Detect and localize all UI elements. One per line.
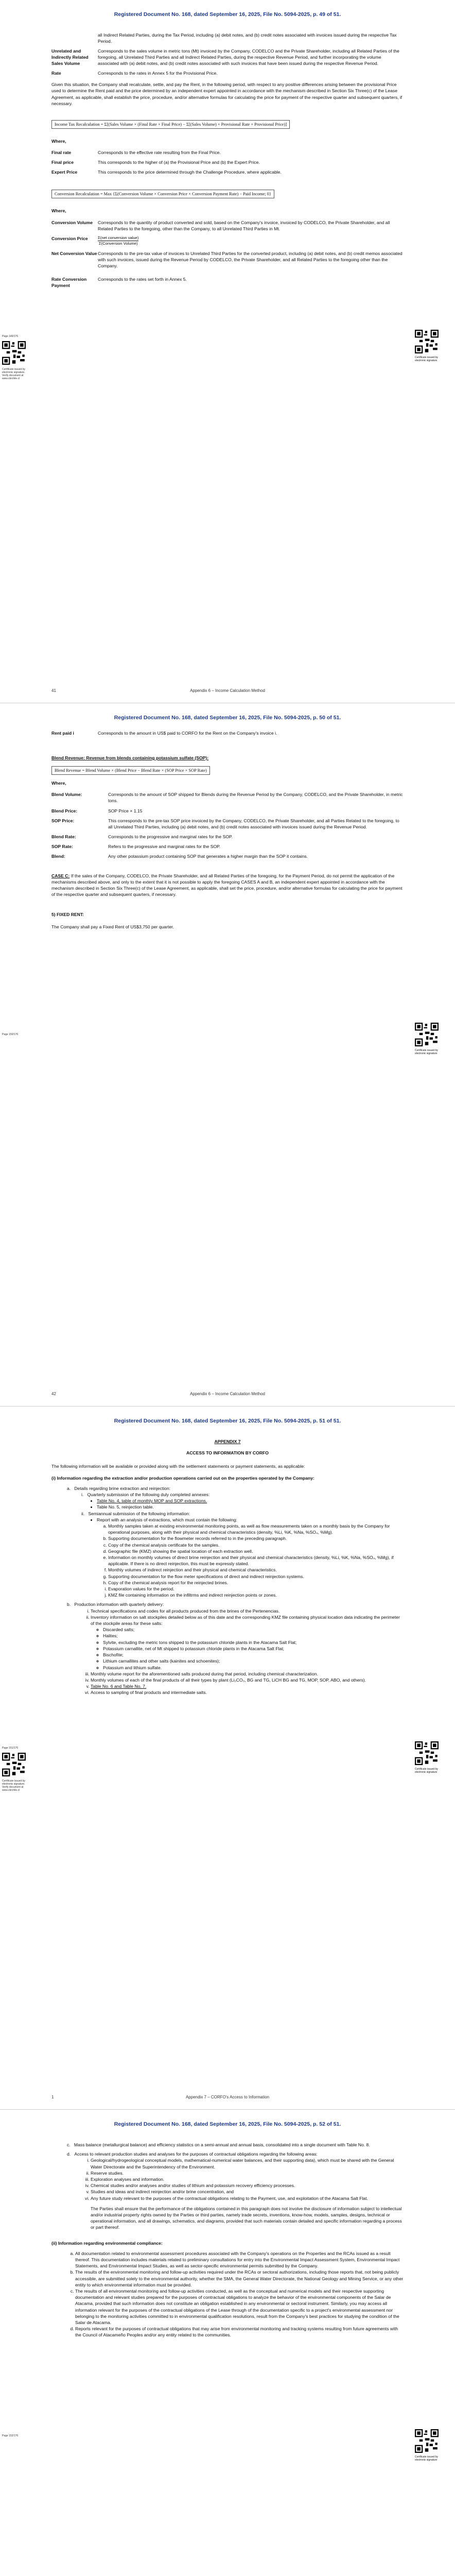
definition-label: Expert Price bbox=[51, 170, 78, 175]
page-number: 41 bbox=[51, 688, 56, 693]
item-list bbox=[51, 2142, 404, 2231]
list-item: v. Table No. 6 and Table No. 7. bbox=[91, 1683, 404, 1689]
definition-label: Final rate bbox=[51, 150, 72, 156]
definition-text: SOP Price × 1.15 bbox=[108, 808, 143, 814]
list-item: c. The results of all environmental monitoring and follow-up activities conducted, as well as the conceptual and numerical models and their respective supporting documentation and relevant studies prepared for the purposes of contractual obligations to analyze the behavior of the environmental components of the Salar de Atacama, provided that such information does not constitute an obligation established in any environmental or sectoral instrument. Similarly, you may access all information relevant for the purposes of the contractual obligations of the Lease through of the documentation specific to a project's environmental assessment nor belonging to the monitoring activities committed to in environmental qualification resolutions, result from the Company's best practices for studying the condition of the Salar de Atacama. bbox=[75, 2288, 404, 2326]
qr-code-icon bbox=[415, 1023, 439, 1046]
definition-label: Unrelated and Indirectly Related Sales Volume bbox=[51, 48, 89, 66]
definition-text: Corresponds to the rates in Annex 5 for the Provisional Price. bbox=[98, 71, 218, 76]
list-item: ii. Reserve studies. bbox=[91, 2170, 404, 2176]
list-item: a. Monthly samples taken at existing environmental monitoring points, as well as flow measurements taken on a monthly basis by the Company for operational purposes, along with their physical and chemical characteristics (density, %Li, %K, %Na, %SO₄, %Mg). bbox=[108, 1523, 404, 1535]
footer-title: Appendix 7 – CORFO's Access to Information bbox=[185, 2095, 270, 2099]
list-item: ◦ Potassium and lithium sulfate. bbox=[103, 1665, 404, 1671]
definition-label: Blend Price: bbox=[51, 808, 78, 814]
qr-stamp-right: Certificate issued by electronic signature bbox=[415, 1741, 439, 1774]
definition-label: Net Conversion Value bbox=[51, 250, 97, 256]
list-item: d. Geographic file (KMZ) showing the spatial location of each extraction well. bbox=[108, 1548, 404, 1554]
section-title: Blend Revenue: Revenue from blends containing potassium sulfate (SOP): bbox=[51, 755, 209, 761]
definition-text: Corresponds to the sales volume in metric tons (Mt) invoiced by the Company, CODELCO and the Private Shareholder, including all Related Parties of the foregoing, all Unrelated Third Parties and all Indirect Related Parties, during the respective Revenue Period, and further incorporating the volume associated with (a) debit notes, and (b) credit notes associated with such invoices that have been issued during the respective Revenue Period. bbox=[98, 48, 399, 66]
list-item: d. Access to relevant production studies and analyses for the purposes of contractual obligations regarding the following areas: bbox=[67, 2151, 318, 2157]
definition-text: This corresponds to the pre-tax SOP price invoiced by the Company, CODELCO, the Private Shareholder, and all Parties Related to the foregoing, to all Unrelated Third Parties, including (a) debit notes, and (b) credit notes associated with invoices issued during the Revenue Period. bbox=[108, 818, 399, 829]
definition-label: Final price bbox=[51, 160, 74, 165]
list-item: ◦ Potassium carnallite, net of Mt shipped to potassium chloride plants in the Atacama Salt Flat; bbox=[103, 1646, 404, 1652]
definition-text: Corresponds to the rates set forth in Annex 5. bbox=[98, 276, 187, 282]
list-item: ii. Semiannual submission of the following information: bbox=[81, 1511, 190, 1516]
where-label: Where, bbox=[51, 208, 66, 214]
appendix-title: APPENDIX 7 bbox=[214, 1439, 241, 1444]
item-list bbox=[51, 2250, 404, 2338]
list-item: • Table No. 5, reinjection table. bbox=[97, 1504, 404, 1510]
list-item: f. Monthly volumes of indirect reinjection and their physical and chemical characteristics. bbox=[108, 1567, 404, 1573]
list-item: ◦ Sylvite, excluding the metric tons shipped to the potassium chloride plants in the Atacama Salt Flat; bbox=[103, 1639, 404, 1646]
side-stamp: Page 151/176 Certificate issued by electronic signature. Verify document at www.cbrchile.cl bbox=[2, 1747, 26, 1792]
list-item: i. Evaporation values for the period. bbox=[108, 1586, 404, 1592]
list-item: vi. Access to sampling of final products and intermediate salts. bbox=[91, 1689, 404, 1696]
qr-code-icon bbox=[415, 2429, 439, 2453]
document-page-2 bbox=[0, 703, 455, 1406]
side-stamp: Page 152/176 bbox=[2, 2434, 19, 2437]
where-label: Where, bbox=[51, 139, 66, 144]
footer-title: Appendix 6 – Income Calculation Method bbox=[190, 688, 265, 693]
list-item: iv. Monthly volumes of each of the final products of all their types by plant (Li₂CO₃, BG and TG, LiCH BG and TG, MOP, SOP, ABO, and others). bbox=[91, 1677, 404, 1683]
qr-stamp-right: Certificate issued by electronic signature bbox=[415, 2429, 439, 2462]
paragraph: The Company shall pay a Fixed Rent of US$3,750 per quarter. bbox=[51, 924, 174, 929]
paragraph: The Parties shall ensure that the performance of the obligations contained in this paragraph does not involve the disclosure of information subject to intellectual and/or industrial property rights owned by the Parties or third parties, namely trade secrets, inventions, know-how, models, samples, designs, technical or operational information, and all drawings, schematics, and diagrams, provided that such materials contain detailed and specific information regarding a process or part thereof. bbox=[91, 2206, 402, 2230]
document-page-4 bbox=[0, 2110, 455, 2576]
list-item: ii. Inventory information on salt stockpiles detailed below as of this date and the corresponding KMZ file containing physical location data indicating the perimeter of the stockpile areas for these salts: ◦ Discarded salts; ◦ Halites; ◦ Sylvite, excluding the metric tons shipped to the potassium chloride plants in the Atacama Salt Flat; ◦ Potassium carnallite, net of Mt shipped to potassium chloride plants in the Atacama Salt Flat; ◦ Bischofite; ◦ Lithium carnallites and other salts (kainites and schoenites); ◦ Potassium and lithium sulfate. bbox=[91, 1614, 404, 1671]
fraction: $\frac{\text{Σ(net conversion value)}}{\text{Σ(Conversion Volume)}}$ bbox=[98, 235, 139, 246]
list-item: ◦ Halites; bbox=[103, 1633, 404, 1639]
qr-stamp-right: Certificate issued by electronic signature bbox=[415, 1023, 439, 1055]
definition-label: Conversion Price bbox=[51, 235, 88, 241]
list-item: ◦ Bischofite; bbox=[103, 1652, 404, 1658]
definition-text: Corresponds to the amount in US$ paid to CORFO for the Rent on the Company's invoice i. bbox=[98, 731, 277, 736]
qr-code-icon bbox=[415, 330, 439, 353]
formula-box: Income Tax Recalculation = Σ[(Sales Volume × (Final Rate × Final Price) − Σ[(Sales Volume) × Provisional Rate × Provisional Price)] bbox=[51, 120, 290, 129]
page-title: ACCESS TO INFORMATION BY CORFO bbox=[186, 1450, 269, 1456]
qr-code-icon bbox=[2, 1753, 26, 1776]
list-item: e. Information on monthly volumes of direct brine reinjection and their physical and chemical characteristics (density, %Li, %K, %Na, %SO₄, %Mg), if applicable. If there is no direct reinjection, this must be expressly stated. bbox=[108, 1554, 404, 1567]
definition-label: SOP Price: bbox=[51, 818, 75, 823]
side-stamp: Page 149/176 Certificate issued by electronic signature. Verify document at www.cbrchile.cl bbox=[2, 335, 26, 380]
definition-label: Conversion Volume bbox=[51, 219, 93, 225]
qr-code-icon bbox=[2, 341, 26, 365]
page-header: Registered Document No. 168, dated September 16, 2025, File No. 5094-2025, p. 50 of 51. bbox=[114, 715, 341, 721]
paragraph: Given this situation, the Company shall recalculate, settle, and pay the Rent, in the following period, with respect to any positive differences arising between the provisional Price used to determine the Rent paid and the price determined by an independent expert appointed in accordance with the mechanism described in Section Six Three(c) of the Lease Agreement, as applicable, shall establish the price, procedure, and/or alternative formulas for calculating the price for payment of the respective quarter and subsequent quarters, if necessary. bbox=[51, 82, 402, 106]
side-stamp: Page 150/176 bbox=[2, 1033, 19, 1036]
definition-text: Corresponds to the effective rate resulting from the Final Price. bbox=[98, 150, 221, 156]
list-item: a. Details regarding brine extraction and reinjection: bbox=[67, 1485, 171, 1491]
definition-label: Rent paid i bbox=[51, 731, 74, 736]
definition-text: Corresponds to the pre-tax value of invoices to Unrelated Third Parties for the converted product, including (a) debit notes, and (b) credit memos associated with such invoices, issued during the Revenue Period by CODELCO, the Private Shareholder, and all Related Parties to the foregoing other than the Company. bbox=[98, 250, 402, 268]
section-title: 5) FIXED RENT: bbox=[51, 911, 84, 917]
definition-text: Corresponds to the progressive and marginal rates for the SOP. bbox=[108, 834, 233, 839]
definition-text: This corresponds to the price determined through the Challenge Procedure, where applicable. bbox=[98, 170, 282, 175]
list-item: ◦ Discarded salts; bbox=[103, 1626, 404, 1633]
list-item: i. Technical specifications and codes for all products produced from the brines of the Pertenencias. bbox=[91, 1608, 404, 1614]
document-page-3 bbox=[0, 1406, 455, 2110]
list-item: v. Studies and ideas and indirect reinjection and/or brine concentration, and bbox=[91, 2189, 404, 2195]
list-item: iv. Chemical studies and/or analyses and/or studies of lithium and potassium recovery efficiency processes. bbox=[91, 2182, 404, 2189]
paragraph: The following information will be available or provided along with the settlement statements or payment statements, as applicable: bbox=[51, 1464, 305, 1469]
page-number: 1 bbox=[51, 2095, 54, 2099]
definition-text: Refers to the progressive and marginal rates for the SOP. bbox=[108, 843, 221, 849]
list-item: h. Copy of the chemical analysis report for the reinjected brines. bbox=[108, 1580, 404, 1586]
list-item: ◦ Lithium carnallites and other salts (kainites and schoenites); bbox=[103, 1658, 404, 1664]
list-item: b. Supporting documentation for the flowmeter records referred to in the preceding paragraph. bbox=[108, 1535, 404, 1541]
page-header: Registered Document No. 168, dated September 16, 2025, File No. 5094-2025, p. 52 of 51. bbox=[114, 2121, 341, 2127]
qr-code-icon bbox=[415, 1741, 439, 1765]
formula-box: Blend Revenue = Blend Volume × (Blend Price − Blend Rate × (SOP Price × SOP Rate) bbox=[51, 766, 210, 775]
list-item: d. Reports relevant for the purposes of contractual obligations that may arise from environmental monitoring and tracking systems resulting from future agreements with the Council of Atacameño Peoples and/or any entity related to the communities. bbox=[75, 2326, 404, 2338]
list-item: i. Quarterly submission of the following duly completed annexes: bbox=[81, 1492, 210, 1498]
continued-text: all Indirect Related Parties, during the Tax Period, including (a) debit notes, and (b) credit notes associated with invoices issued during the respective Tax Period. bbox=[98, 32, 397, 44]
list-item: c. Mass balance (metallurgical balance) and efficiency statistics on a semi-annual and annual basis, consolidated into a single document with Table No. 8. bbox=[67, 2142, 370, 2147]
item-list bbox=[51, 1485, 404, 1696]
list-item: c. Copy of the chemical analysis certificate for the samples. bbox=[108, 1542, 404, 1548]
definition-label: Blend: bbox=[51, 853, 65, 859]
definition-text: This corresponds to the higher of (a) the Provisional Price and (b) the Expert Price. bbox=[98, 160, 260, 165]
definition-label: Blend Rate: bbox=[51, 834, 76, 839]
footer-title: Appendix 6 – Income Calculation Method bbox=[190, 1392, 265, 1396]
formula-box: Conversion Recalculation = Max {Σ(Conversion Volume × Conversion Price × Conversion Payment Rate) − Paid Income; 0} bbox=[51, 190, 274, 198]
list-item: b. Production information with quarterly delivery: bbox=[67, 1602, 164, 1607]
definition-label: Rate bbox=[51, 71, 61, 76]
page-number: 42 bbox=[51, 1392, 56, 1396]
definition-label: SOP Rate: bbox=[51, 843, 73, 849]
list-item: iii. Monthly volume report for the aforementioned salts produced during that period, including chemical characterization. bbox=[91, 1671, 404, 1677]
list-item: iii. Exploration analyses and information. bbox=[91, 2176, 404, 2182]
list-item: i. Geological/hydrogeological conceptual models, mathematical-numerical water balances, and their supporting data), which must be shared with the General Water Directorate and the Superintendency of the Environment. bbox=[91, 2157, 404, 2170]
section-title: (ii) Information regarding environmental compliance: bbox=[51, 2240, 163, 2246]
definition-label: Blend Volume: bbox=[51, 792, 82, 798]
list-item: j. KMZ file containing information on the infiltrms and indirect reinjection points or zones. bbox=[108, 1592, 404, 1598]
list-item: • Report with an analysis of extractions, which must contain the following: bbox=[97, 1517, 404, 1523]
page-header: Registered Document No. 168, dated September 16, 2025, File No. 5094-2025, p. 51 of 51. bbox=[114, 1418, 341, 1424]
list-item: • Table No. 4, table of monthly MOP and SOP extractions. bbox=[97, 1498, 404, 1504]
section-title: (i) Information regarding the extraction and/or production operations carried out on the properties operated by the Company: bbox=[51, 1475, 314, 1481]
list-item: b. The results of the environmental monitoring and follow-up activities required under the RCAs or sectoral authorizations, including those reports that, not being publicly accessible, are submitted solely to the environmental authority, whether the SMA, the General Water Directorate, the National Geology and Mining Service, or any other entity to which environmental information must be provided. bbox=[75, 2269, 404, 2288]
list-item: a. All documentation related to environmental assessment procedures associated with the Company's operations on the Properties and the RCAs issued as a result thereof. This documentation includes materials related to preliminary consultations for entry into the Environmental Impact Assessment System, Environmental Impact Statements, and Environmental Impact Studies, as well as sector-specific environmental permits submitted by the Company. bbox=[75, 2250, 404, 2269]
definition-text: Corresponds to the amount of SOP shipped for Blends during the Revenue Period by the Company, CODELCO, and the Private Shareholder, in metric tons. bbox=[108, 792, 403, 804]
where-label: Where, bbox=[51, 781, 66, 786]
definition-text: Any other potassium product containing SOP that generates a higher margin than the SOP it contains. bbox=[108, 853, 308, 859]
case-paragraph: CASE C: If the sales of the Company, CODELCO, the Private Shareholder, and all Related Parties of the foregoing, for the Payment Period, do not permit the application of the mechanisms described above, and only to the extent that it is not possible to apply the foregoing CASES A and B, an independent expert appointed in accordance with the mechanism described in Section Six Three(c) of the Lease Agreement, as applicable, shall set the price, procedure, and/or alternative formulas for calculating the price for payment of the respective quarter and subsequent quarters, if necessary. bbox=[51, 873, 402, 897]
qr-stamp-right: Certificate issued by electronic signature bbox=[415, 330, 439, 362]
list-item: vi. Any future study relevant to the purposes of the contractual obligations relating to the Payment, use, and exploitation of the Atacama Salt Flat. bbox=[91, 2195, 404, 2201]
definition-label: Rate Conversion Payment bbox=[51, 276, 87, 288]
list-item: g. Supporting documentation for the flow meter specifications of direct and indirect reinjection systems. bbox=[108, 1573, 404, 1580]
document-page-1 bbox=[0, 0, 455, 703]
definition-text: Corresponds to the quantity of product converted and sold, based on the Company's invoice, invoiced by CODELCO, the Private Shareholder, and all Related Parties to the foregoing, other than the Company, to all Unrelated Third Parties in Mt. bbox=[98, 219, 390, 231]
page-header: Registered Document No. 168, dated September 16, 2025, File No. 5094-2025, p. 49 of 51. bbox=[114, 11, 341, 18]
